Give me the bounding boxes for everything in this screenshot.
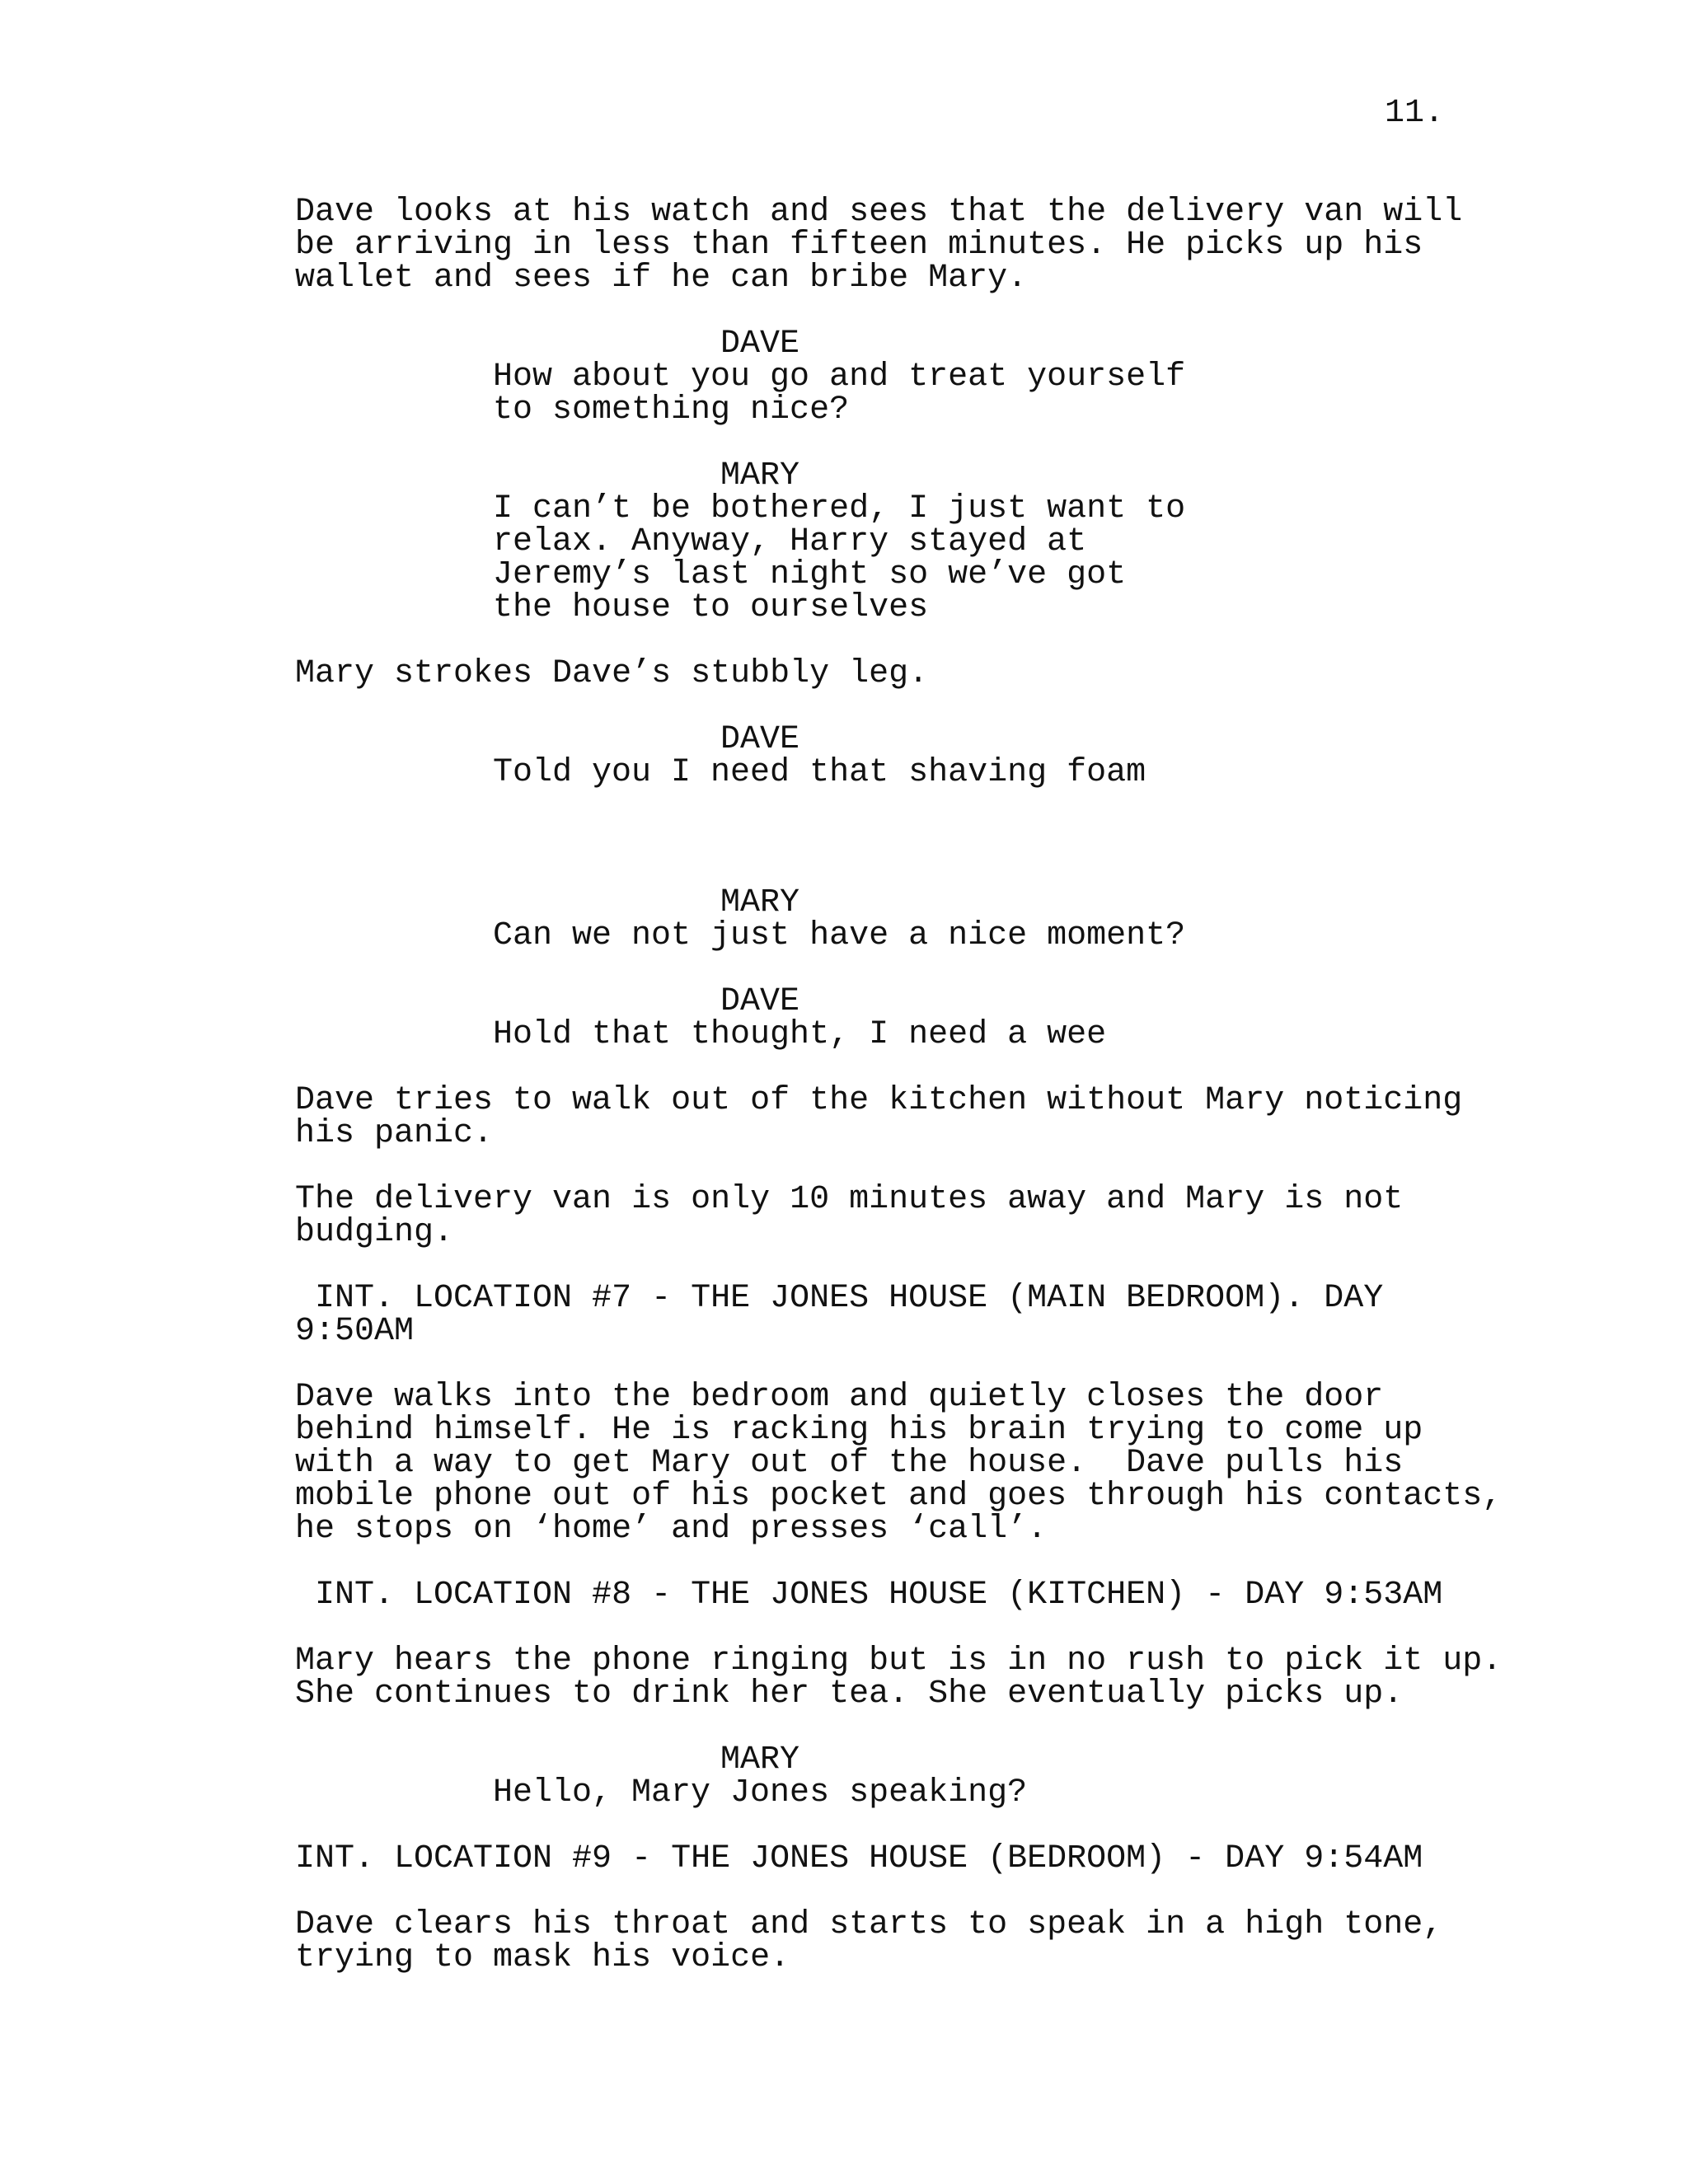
action-line: The delivery van is only 10 minutes away and Mary is not budging.: [295, 1181, 1404, 1251]
scene-heading: INT. LOCATION #8 - THE JONES HOUSE (KITCHEN) - DAY 9:53AM: [295, 1577, 1443, 1614]
dialogue: Hold that thought, I need a wee: [493, 1016, 1107, 1053]
page-number: 11.: [1385, 95, 1445, 132]
action-line: Dave walks into the bedroom and quietly closes the door behind himself. He is racking his brain trying to come up with a way to get Mary out of the house. Dave pulls his mobile phone out of his pocket and goes through his contacts, he stops on ‘home’ and presses ‘call’.: [295, 1379, 1503, 1548]
dialogue: I can’t be bothered, I just want to relax. Anyway, Harry stayed at Jeremy’s last night so we’ve got the house to ourselves: [493, 490, 1186, 626]
action-line: Mary strokes Dave’s stubbly leg.: [295, 655, 929, 692]
scene-heading: INT. LOCATION #9 - THE JONES HOUSE (BEDROOM) - DAY 9:54AM: [295, 1840, 1423, 1877]
dialogue: How about you go and treat yourself to something nice?: [493, 359, 1186, 429]
character-name: DAVE: [720, 326, 800, 363]
action-line: Dave clears his throat and starts to speak in a high tone, trying to mask his voice.: [295, 1906, 1443, 1976]
character-name: MARY: [720, 884, 800, 921]
character-name: DAVE: [720, 721, 800, 758]
character-name: DAVE: [720, 983, 800, 1020]
action-line: Dave tries to walk out of the kitchen without Mary noticing his panic.: [295, 1082, 1463, 1152]
dialogue: Can we not just have a nice moment?: [493, 917, 1186, 954]
dialogue: Hello, Mary Jones speaking?: [493, 1774, 1028, 1811]
action-line: Dave looks at his watch and sees that the delivery van will be arriving in less than fifteen minutes. He picks up his wallet and sees if he can bribe Mary.: [295, 194, 1463, 297]
character-name: MARY: [720, 1741, 800, 1779]
character-name: MARY: [720, 457, 800, 494]
screenplay-body: [295, 194, 1503, 1976]
dialogue: Told you I need that shaving foam: [493, 754, 1146, 791]
action-line: Mary hears the phone ringing but is in no rush to pick it up. She continues to drink her tea. She eventually picks up.: [295, 1643, 1503, 1713]
scene-heading: INT. LOCATION #7 - THE JONES HOUSE (MAIN BEDROOM). DAY 9:50AM: [295, 1280, 1384, 1350]
